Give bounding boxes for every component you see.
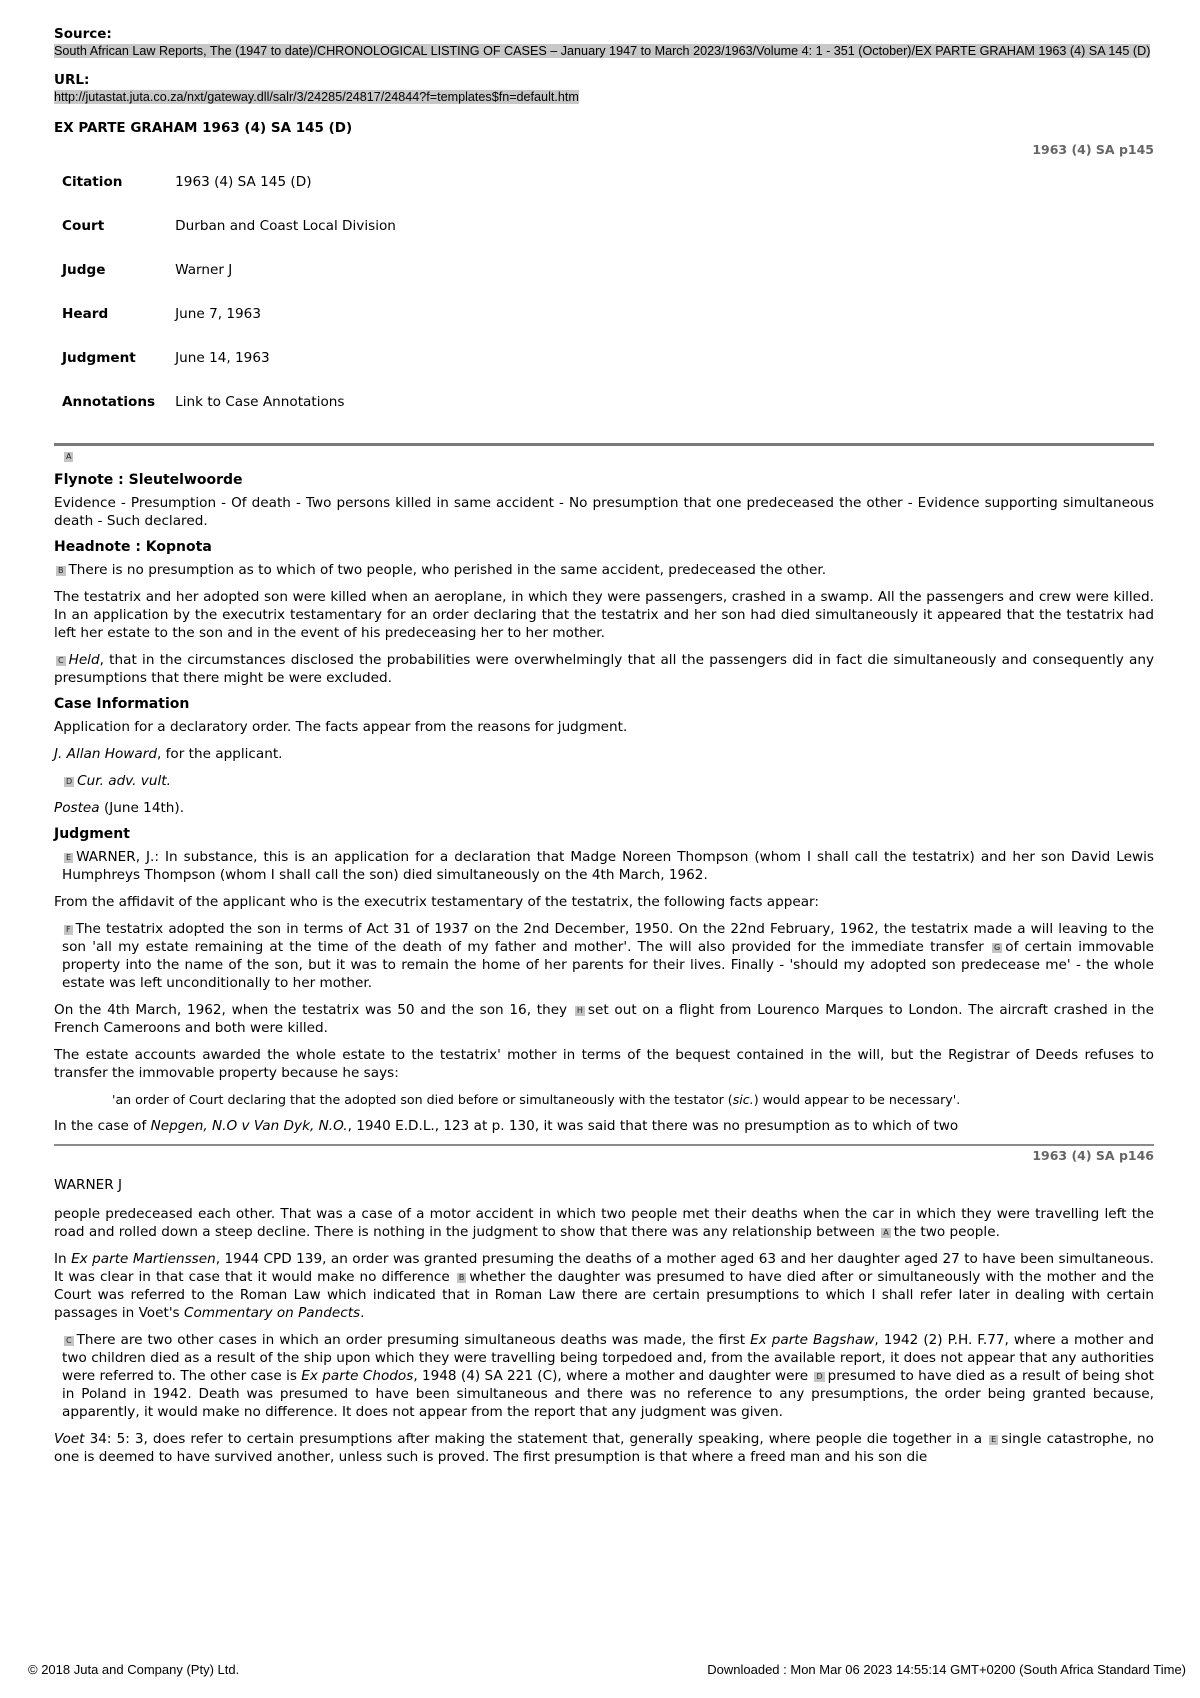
margin-marker: E bbox=[991, 1435, 997, 1444]
meta-label: Court bbox=[62, 218, 105, 234]
meta-row bbox=[58, 261, 412, 305]
download-timestamp: Downloaded : Mon Mar 06 2023 14:55:14 GMT+0200 (South Africa Standard Time) bbox=[707, 1662, 1186, 1677]
margin-marker: D bbox=[66, 777, 73, 786]
meta-row bbox=[58, 393, 412, 437]
running-judge-name: WARNER J bbox=[54, 1177, 122, 1193]
meta-label: Heard bbox=[62, 306, 109, 322]
page-ref-p145: 1963 (4) SA p145 bbox=[1032, 142, 1154, 157]
postea-line: Postea (June 14th). bbox=[54, 800, 185, 816]
margin-marker: A bbox=[883, 1228, 889, 1237]
judgment-paragraph: C There are two other cases in which an order presuming simultaneous deaths was made, the first Ex parte Bagshaw, 1942 (2) P.H. F.77, where a mother and two children died as a result of the ship upon which they were travelling being torpedoed and, from the available report, it does not appear that any authorities were referred to. The other case is Ex parte Chodos, 1948 (4) SA 221 (C), where a mother and daughter were D presumed to have died as a result of being shot in Poland in 1942. Death was presumed to have been simultaneous and there was no reference to any presumptions, the order being granted because, apparently, it would make no difference. It does not appear from the report that any judgment was given. bbox=[62, 1332, 1154, 1420]
meta-label: Annotations bbox=[62, 394, 156, 410]
judgment-paragraph: Voet 34: 5: 3, does refer to certain presumptions after making the statement that, generally speaking, where people die together in a E single catastrophe, no one is deemed to have survived another, unless such is proved. The first presumption is that where a freed man and his son die bbox=[54, 1431, 1154, 1465]
flynote-heading: Flynote : Sleutelwoorde bbox=[54, 472, 243, 488]
case-metadata-table bbox=[58, 173, 412, 437]
judgment-paragraph: The estate accounts awarded the whole estate to the testatrix' mother in terms of the bequest contained in the will, but the Registrar of Deeds refuses to transfer the immovable property because he says: bbox=[54, 1047, 1154, 1081]
source-label: Source: bbox=[54, 26, 112, 42]
cur-adv-vult: D Cur. adv. vult. bbox=[66, 773, 171, 789]
source-text[interactable]: South African Law Reports, The (1947 to date)/CHRONOLOGICAL LISTING OF CASES – January 1947 to March 2023/1963/Volume 4: 1 - 351 (October)/EX PARTE GRAHAM 1963 (4) SA 145 (D) bbox=[54, 44, 1151, 58]
judgment-paragraph: From the affidavit of the applicant who is the executrix testamentary of the testatrix, the following facts appear: bbox=[54, 894, 819, 910]
judgment-paragraph: F The testatrix adopted the son in terms of Act 31 of 1937 on the 2nd December, 1950. On the 22nd February, 1962, the testatrix made a will leaving to the son 'all my estate remaining at the time of the death of my father and mother'. The will also provided for the immediate transfer G of certain immovable property into the name of the son, but it was to remain the home of her parents for their lives. Finally - 'should my adopted son predecease me' - the whole estate was left unconditionally to her mother. bbox=[62, 921, 1154, 991]
case-info-heading: Case Information bbox=[54, 696, 190, 712]
meta-row bbox=[58, 217, 412, 261]
flynote-text: Evidence - Presumption - Of death - Two persons killed in same accident - No presumption that one predeceased the other - Evidence supporting simultaneous death - Such declared. bbox=[54, 495, 1154, 529]
margin-marker: B bbox=[58, 566, 64, 575]
meta-label: Judgment bbox=[62, 350, 136, 366]
copyright-footer: © 2018 Juta and Company (Pty) Ltd. bbox=[28, 1662, 240, 1677]
meta-value: 1963 (4) SA 145 (D) bbox=[175, 174, 312, 190]
margin-marker: H bbox=[576, 1006, 583, 1015]
quoted-text: 'an order of Court declaring that the adopted son died before or simultaneously with the testator (sic.) would appear to be necessary'. bbox=[112, 1092, 961, 1107]
margin-marker: F bbox=[66, 925, 71, 934]
judgment-paragraph: On the 4th March, 1962, when the testatrix was 50 and the son 16, they H set out on a flight from Lourenco Marques to London. The aircraft crashed in the French Cameroons and both were killed. bbox=[54, 1002, 1154, 1036]
margin-marker: E bbox=[66, 853, 72, 862]
meta-row bbox=[58, 173, 412, 217]
margin-marker: C bbox=[66, 1336, 72, 1345]
meta-label: Judge bbox=[62, 262, 106, 278]
case-title: EX PARTE GRAHAM 1963 (4) SA 145 (D) bbox=[54, 120, 353, 136]
margin-marker: C bbox=[58, 656, 64, 665]
meta-value: Durban and Coast Local Division bbox=[175, 218, 396, 234]
margin-marker: G bbox=[994, 943, 1001, 952]
document-page bbox=[54, 26, 1154, 1475]
judgment-paragraph: E WARNER, J.: In substance, this is an application for a declaration that Madge Noreen Thompson (whom I shall call the testatrix) and her son David Lewis Humphreys Thompson (whom I shall call the son) died simultaneously on the 4th March, 1962. bbox=[62, 849, 1154, 883]
judgment-paragraph: In the case of Nepgen, N.O v Van Dyk, N.O., 1940 E.D.L., 123 at p. 130, it was said that there was no presumption as to which of two bbox=[54, 1118, 959, 1134]
headnote-paragraph: The testatrix and her adopted son were killed when an aeroplane, in which they were passengers, crashed in a swamp. All the passengers and crew were killed. In an application by the executrix testamentary for an order declaring that the testatrix and her son had died simultaneously it appeared that the testatrix had left her estate to the son and in the event of his predeceasing her to her mother. bbox=[54, 589, 1154, 641]
annotations-link[interactable]: Link to Case Annotations bbox=[175, 394, 345, 410]
page-divider bbox=[54, 1144, 1154, 1146]
counsel-line: J. Allan Howard, for the applicant. bbox=[54, 746, 283, 762]
url-link[interactable]: http://jutastat.juta.co.za/nxt/gateway.dll/salr/3/24285/24817/24844?f=templates$fn=default.htm bbox=[54, 90, 579, 104]
url-block bbox=[54, 72, 1154, 106]
meta-row bbox=[58, 305, 412, 349]
headnote-paragraph: B There is no presumption as to which of two people, who perished in the same accident, predeceased the other. bbox=[58, 562, 827, 578]
meta-value: Warner J bbox=[175, 262, 233, 278]
meta-row bbox=[58, 349, 412, 393]
margin-marker: D bbox=[816, 1372, 823, 1381]
meta-value: June 14, 1963 bbox=[175, 350, 270, 366]
headnote-paragraph: C Held, that in the circumstances disclosed the probabilities were overwhelmingly that all the passengers did in fact die simultaneously and consequently any presumptions that there might be were excluded. bbox=[54, 652, 1154, 686]
judgment-paragraph: In Ex parte Martienssen, 1944 CPD 139, an order was granted presuming the deaths of a mother aged 63 and her daughter aged 27 to have been simultaneous. It was clear in that case that it would make no difference B whether the daughter was presumed to have died after or simultaneously with the mother and the Court was referred to the Roman Law which indicated that in Roman Law there are certain presumptions to which I shall refer later in dealing with certain passages in Voet's Commentary on Pandects. bbox=[54, 1251, 1154, 1321]
headnote-heading: Headnote : Kopnota bbox=[54, 539, 212, 555]
page-ref-p146: 1963 (4) SA p146 bbox=[1032, 1148, 1154, 1163]
source-block bbox=[54, 26, 1154, 60]
meta-label: Citation bbox=[62, 174, 123, 190]
meta-value: June 7, 1963 bbox=[175, 306, 261, 322]
margin-marker: B bbox=[458, 1273, 465, 1282]
margin-marker: A bbox=[66, 452, 72, 461]
judgment-heading: Judgment bbox=[54, 826, 130, 842]
judgment-paragraph: people predeceased each other. That was a case of a motor accident in which two people met their deaths when the car in which they were travelling left the road and rolled down a steep decline. There is nothing in the judgment to show that there was any relationship between A the two people. bbox=[54, 1206, 1154, 1240]
url-label: URL: bbox=[54, 72, 90, 88]
section-divider bbox=[54, 443, 1154, 446]
case-info-paragraph: Application for a declaratory order. The facts appear from the reasons for judgment. bbox=[54, 719, 628, 735]
